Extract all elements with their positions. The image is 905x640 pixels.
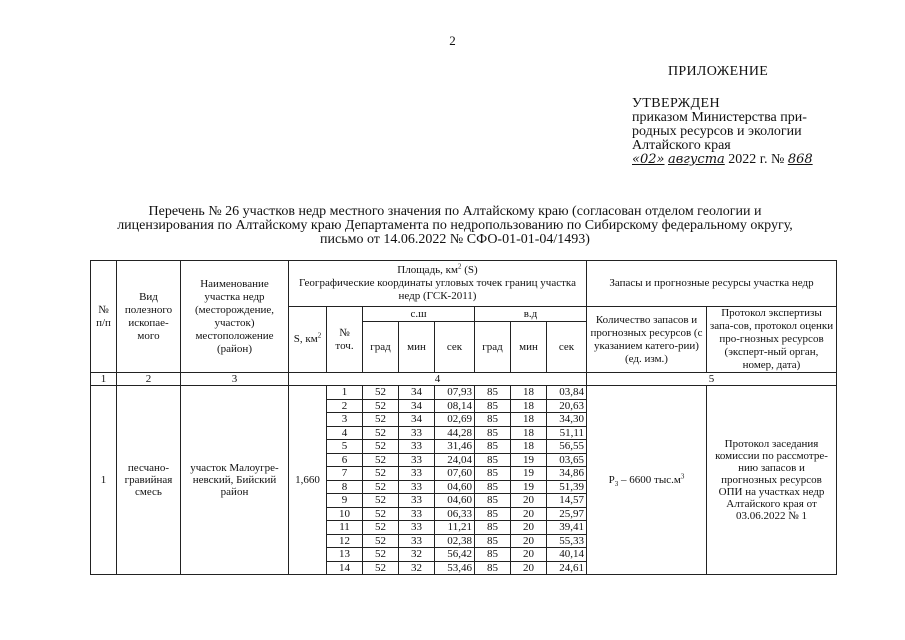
point-cell: 20,63 [547,399,587,413]
point-cell: 34 [399,386,435,400]
point-cell: 85 [475,507,511,521]
point-cell: 11,21 [435,521,475,535]
point-cell: 55,33 [547,534,587,548]
point-cell: 31,46 [435,440,475,454]
point-cell: 33 [399,467,435,481]
point-cell: 52 [363,426,399,440]
point-cell: 52 [363,413,399,427]
point-cell: 03,84 [547,386,587,400]
point-cell: 52 [363,521,399,535]
reserves-sup: 3 [680,472,685,481]
point-cell: 85 [475,426,511,440]
date-open-quote: « [632,152,640,167]
point-cell: 52 [363,480,399,494]
point-cell: 52 [363,453,399,467]
col-number-4: 4 [289,373,587,386]
point-cell: 10 [327,507,363,521]
point-cell: 51,11 [547,426,587,440]
point-cell: 85 [475,494,511,508]
point-cell: 52 [363,507,399,521]
point-cell: 5 [327,440,363,454]
point-cell: 04,60 [435,480,475,494]
point-cell: 33 [399,521,435,535]
point-cell: 24,61 [547,561,587,575]
point-cell: 85 [475,399,511,413]
point-cell: 52 [363,548,399,562]
point-cell: 20 [511,507,547,521]
col-number-2: 2 [117,373,181,386]
point-cell: 32 [399,548,435,562]
header-area-s-text: S, км [293,333,318,345]
point-cell: 33 [399,480,435,494]
point-cell: 14,57 [547,494,587,508]
header-reserves-qty: Количество запасов и прогнозных ресурсов (с указанием катего-рии) (ед. изм.) [587,307,707,373]
point-cell: 85 [475,413,511,427]
table-row [91,386,837,400]
point-cell: 33 [399,534,435,548]
reserves-prefix: P [608,474,615,486]
point-cell: 8 [327,480,363,494]
point-cell: 34 [399,399,435,413]
point-cell: 34,30 [547,413,587,427]
point-cell: 52 [363,386,399,400]
header-east-min: мин [511,322,547,373]
point-cell: 20 [511,494,547,508]
point-cell: 24,04 [435,453,475,467]
appendix-label: ПРИЛОЖЕНИЕ [668,64,769,79]
row-num: 1 [91,386,117,575]
point-cell: 34 [399,413,435,427]
point-cell: 04,60 [435,494,475,508]
page-number: 2 [449,33,456,48]
point-cell: 3 [327,413,363,427]
date-close-quote: » [656,152,665,167]
point-cell: 56,55 [547,440,587,454]
row-mineral: песчано-гравийная смесь [117,386,181,575]
header-site-name: Наименование участка недр (месторождение, участок) местоположение (район) [181,261,289,373]
point-cell: 85 [475,453,511,467]
point-cell: 39,41 [547,521,587,535]
point-cell: 14 [327,561,363,575]
date-month: августа [667,152,725,167]
col-number-5: 5 [587,373,837,386]
point-cell: 32 [399,561,435,575]
point-cell: 52 [363,399,399,413]
point-cell: 07,93 [435,386,475,400]
title-line-1: Перечень № 26 участков недр местного значения по Алтайскому краю (согласован отделом геологии и [148,204,762,219]
point-cell: 1 [327,386,363,400]
header-protocol: Протокол экспертизы запа-сов, протокол оценки про-гнозных ресурсов (эксперт-ный орган, номер, дата) [707,307,837,373]
title-line-3: письмо от 14.06.2022 № СФО-01-01-04/1493) [320,232,590,247]
point-cell: 4 [327,426,363,440]
header-north-min: мин [399,322,435,373]
point-cell: 12 [327,534,363,548]
point-cell: 03,65 [547,453,587,467]
order-line-2: родных ресурсов и экологии [632,124,802,139]
header-north: с.ш [363,307,475,322]
title-line-2: лицензирования по Алтайскому краю Департамента по недропользованию по Сибирскому федеральному округу, [117,218,793,233]
header-mineral: Вид полезного ископае-мого [117,261,181,373]
point-cell: 25,97 [547,507,587,521]
point-cell: 52 [363,534,399,548]
point-cell: 85 [475,386,511,400]
point-cell: 19 [511,480,547,494]
point-cell: 33 [399,440,435,454]
point-cell: 52 [363,440,399,454]
col-number-3: 3 [181,373,289,386]
point-cell: 20 [511,548,547,562]
row-protocol: Протокол заседания комиссии по рассмотре-нию запасов и прогнозных ресурсов ОПИ на участках недр Алтайского края от 03.06.2022 № 1 [707,386,837,575]
point-cell: 18 [511,399,547,413]
point-cell: 07,60 [435,467,475,481]
header-area-s-sup: 2 [317,331,322,340]
point-cell: 52 [363,467,399,481]
point-cell: 19 [511,453,547,467]
point-cell: 7 [327,467,363,481]
header-north-deg: град [363,322,399,373]
point-cell: 18 [511,413,547,427]
point-cell: 85 [475,440,511,454]
point-cell: 2 [327,399,363,413]
header-num: № п/п [91,261,117,373]
header-point-no: № точ. [327,307,363,373]
row-area: 1,660 [289,386,327,575]
document-title [100,205,810,247]
point-cell: 34,86 [547,467,587,481]
point-cell: 44,28 [435,426,475,440]
point-cell: 19 [511,467,547,481]
point-cell: 53,46 [435,561,475,575]
point-cell: 85 [475,548,511,562]
header-area-coordinates [289,261,587,307]
point-cell: 33 [399,507,435,521]
point-cell: 6 [327,453,363,467]
reserves-sub: 3 [614,480,619,489]
point-cell: 11 [327,521,363,535]
point-cell: 18 [511,426,547,440]
header-coordinates-text: Географические координаты угловых точек границ участка недр (ГСК-2011) [299,277,576,302]
point-cell: 9 [327,494,363,508]
number-label: № [770,152,785,167]
order-number: 868 [787,152,813,167]
point-cell: 18 [511,386,547,400]
point-cell: 85 [475,480,511,494]
header-east-sec: сек [547,322,587,373]
reserves-value: – 6600 тыс.м [618,474,681,486]
point-cell: 18 [511,440,547,454]
point-cell: 85 [475,561,511,575]
header-east-deg: град [475,322,511,373]
point-cell: 13 [327,548,363,562]
header-area-s [289,307,327,373]
order-line-3: Алтайского края [632,138,731,153]
point-cell: 52 [363,561,399,575]
point-cell: 33 [399,453,435,467]
row-reserves [587,386,707,575]
row-site: участок Малоугре-невский, Бийский район [181,386,289,575]
header-reserves-group: Запасы и прогнозные ресурсы участка недр [587,261,837,307]
approval-block [632,97,813,167]
point-cell: 85 [475,534,511,548]
point-cell: 02,69 [435,413,475,427]
date-year: 2022 г. [728,152,768,167]
sites-table [90,260,837,575]
header-area-text: Площадь, км [397,264,458,276]
order-date-line [632,153,813,167]
header-north-sec: сек [435,322,475,373]
point-cell: 52 [363,494,399,508]
point-cell: 06,33 [435,507,475,521]
point-cell: 08,14 [435,399,475,413]
point-cell: 20 [511,561,547,575]
header-east: в.д [475,307,587,322]
point-cell: 33 [399,426,435,440]
header-area-sup: 2 [458,262,462,271]
point-cell: 02,38 [435,534,475,548]
date-day: 02 [639,152,657,167]
point-cell: 20 [511,534,547,548]
approved-label: УТВЕРЖДЕН [632,96,721,111]
point-cell: 33 [399,494,435,508]
col-number-1: 1 [91,373,117,386]
point-cell: 85 [475,521,511,535]
point-cell: 51,39 [547,480,587,494]
order-line-1: приказом Министерства при- [632,110,807,125]
header-area-text-end: (S) [461,264,478,276]
point-cell: 85 [475,467,511,481]
point-cell: 56,42 [435,548,475,562]
point-cell: 40,14 [547,548,587,562]
point-cell: 20 [511,521,547,535]
